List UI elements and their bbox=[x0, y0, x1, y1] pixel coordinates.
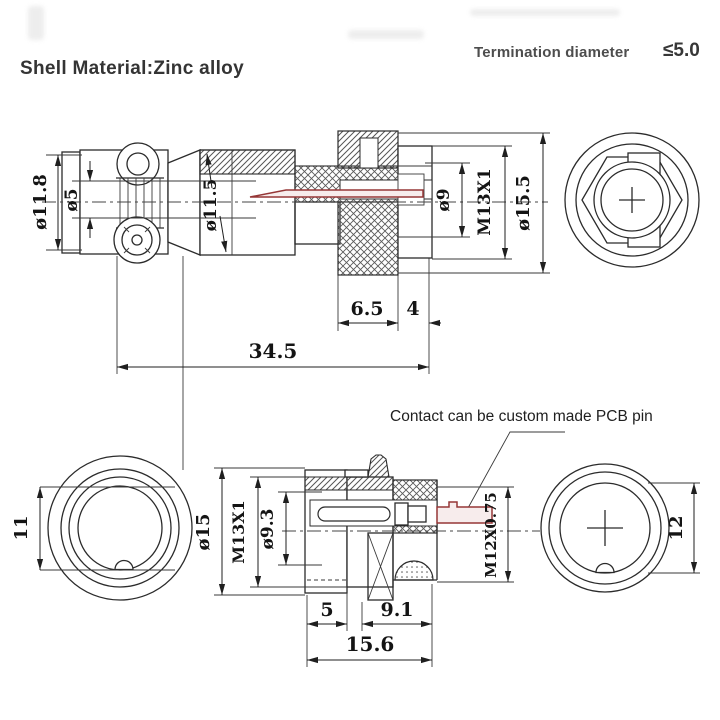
dim-body-length: 9.1 bbox=[380, 599, 414, 621]
termination-diameter-label: Termination diameter bbox=[474, 44, 630, 61]
dim-total-length-top: 34.5 bbox=[248, 339, 298, 363]
termination-diameter-value: ≤5.0 bbox=[663, 40, 700, 61]
key-tab bbox=[368, 455, 389, 477]
bottom-side-view bbox=[282, 432, 565, 600]
dim-insert-dia: ø9 bbox=[434, 188, 454, 212]
dim-nut-dia: ø15.5 bbox=[513, 175, 534, 231]
dim-clamp-outer-dia: ø11.8 bbox=[30, 174, 51, 230]
dim-thread-spec-bottom: M13X1 bbox=[229, 500, 248, 564]
rear-view-top bbox=[565, 133, 699, 267]
dim-pin-bore-dia: ø5 bbox=[62, 188, 82, 212]
keyway-bump bbox=[596, 564, 614, 573]
dim-inner-dia: 11 bbox=[11, 515, 32, 541]
dim-pcb-thread-spec: M12X0.75 bbox=[482, 492, 500, 578]
front-view-bottom-left bbox=[11, 456, 192, 600]
shell-material-label: Shell Material:Zinc alloy bbox=[20, 58, 244, 79]
dim-face-dia: 12 bbox=[666, 515, 687, 541]
dim-flange-dia: ø15 bbox=[193, 513, 214, 551]
pcb-pin-note: Contact can be custom made PCB pin bbox=[390, 408, 653, 425]
dim-thread-length: 4 bbox=[406, 298, 420, 320]
top-side-view bbox=[42, 131, 548, 470]
dim-flange-length: 5 bbox=[320, 599, 334, 621]
dim-thread-spec-top: M13X1 bbox=[475, 168, 495, 236]
knurl-dome bbox=[395, 561, 433, 580]
female-contact-slot bbox=[318, 507, 390, 521]
dim-nut-length: 6.5 bbox=[350, 298, 384, 320]
keyway-bump bbox=[115, 561, 133, 570]
dim-total-length-bottom: 15.6 bbox=[345, 632, 395, 656]
dim-body-dia: ø11.5 bbox=[201, 178, 221, 232]
front-view-bottom-right bbox=[541, 464, 700, 592]
dim-bore-dia: ø9.3 bbox=[258, 508, 278, 550]
